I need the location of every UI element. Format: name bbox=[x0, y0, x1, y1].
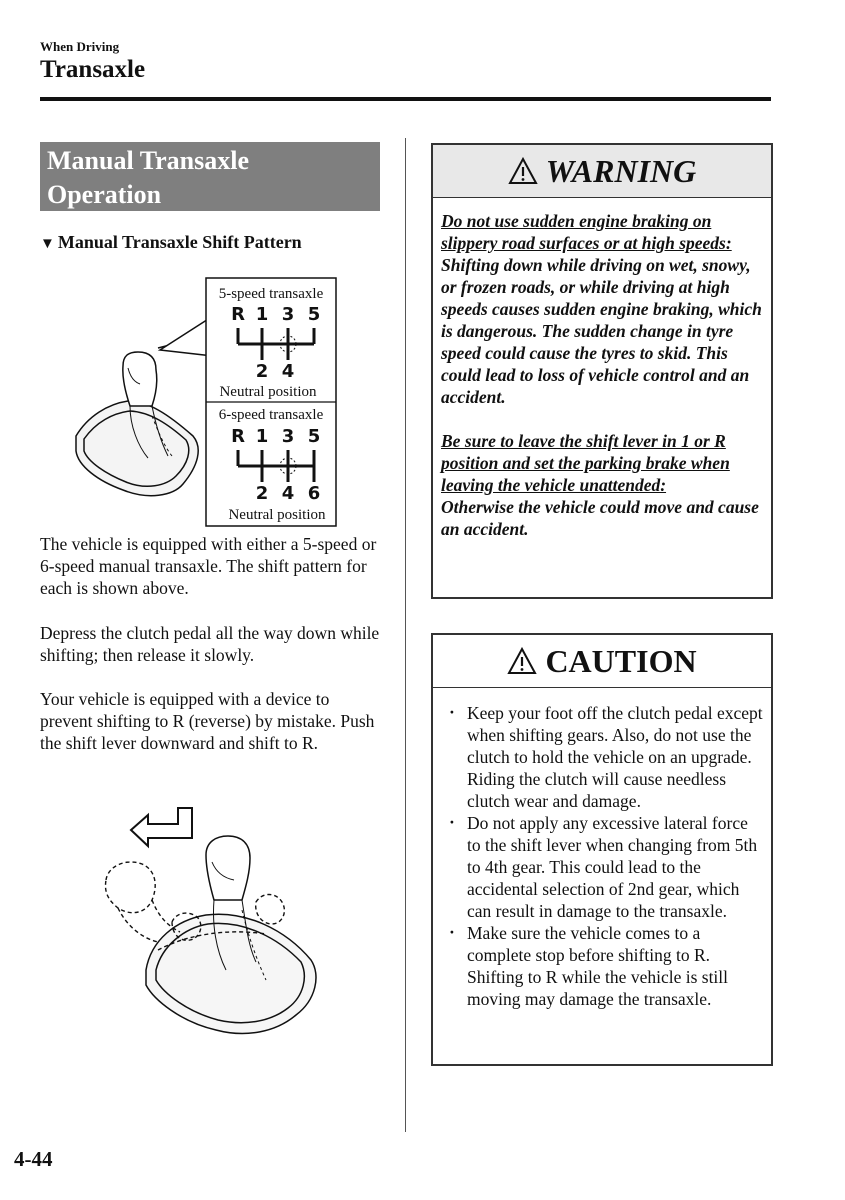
gear-label: 3 bbox=[281, 426, 295, 447]
six-speed-label: 6-speed transaxle bbox=[218, 407, 324, 423]
gear-label: 4 bbox=[281, 361, 295, 382]
neutral-position-label: Neutral position bbox=[228, 507, 326, 523]
gear-label: 5 bbox=[307, 304, 321, 325]
warning-item-text: Shifting down while driving on wet, snowy, or frozen roads, or while driving at high speeds causes sudden engine braking, which is dangerous. The sudden change in tyre speed could cause the tyres to skid. This could lead to loss of vehicle control and an accident. bbox=[441, 255, 762, 407]
section-label: When Driving bbox=[40, 39, 120, 54]
gear-label: R bbox=[231, 304, 245, 325]
section-title-line2: Operation bbox=[47, 180, 162, 209]
gear-label: 5 bbox=[307, 426, 321, 447]
neutral-position-label: Neutral position bbox=[219, 384, 317, 400]
reverse-shift-illustration bbox=[96, 800, 326, 1040]
section-title-line1: Manual Transaxle bbox=[47, 146, 250, 175]
gear-label: 2 bbox=[255, 483, 269, 504]
gear-label: 6 bbox=[307, 483, 321, 504]
gear-label: 4 bbox=[281, 483, 295, 504]
gear-label: 3 bbox=[281, 304, 295, 325]
subheading bbox=[40, 232, 302, 253]
gear-label: 1 bbox=[255, 426, 269, 447]
caution-item: · Keep your foot off the clutch pedal except when shifting gears. Also, do not use the clutch to hold the vehicle on an upgrade. Riding the clutch will cause needless clutch wear and damage. bbox=[447, 702, 763, 812]
caution-body bbox=[433, 688, 771, 1010]
header-rule bbox=[40, 97, 771, 101]
push-down-arrow-icon bbox=[131, 808, 192, 846]
page-heading: Transaxle bbox=[40, 56, 146, 83]
warning-triangle-icon bbox=[507, 647, 537, 675]
section-title-box bbox=[40, 142, 380, 211]
gear-label: 1 bbox=[255, 304, 269, 325]
column-divider bbox=[405, 138, 406, 1132]
warning-title: WARNING bbox=[545, 152, 697, 189]
warning-item-text: Otherwise the vehicle could move and cause an accident. bbox=[441, 497, 759, 539]
shift-knob-illustration bbox=[76, 334, 213, 496]
page-number: 4-44 bbox=[14, 1147, 53, 1171]
warning-item-heading: Be sure to leave the shift lever in 1 or R position and set the parking brake when leaving the vehicle unattended: bbox=[441, 431, 730, 495]
paragraph-clutch-pedal: Depress the clutch pedal all the way down while shifting; then release it slowly. bbox=[40, 623, 380, 665]
paragraph-reverse-lockout: Your vehicle is equipped with a device to prevent shifting to R (reverse) by mistake. Push the shift lever downward and shift to R. bbox=[40, 689, 375, 753]
callout-pointer bbox=[160, 316, 213, 356]
five-speed-label: 5-speed transaxle bbox=[218, 286, 324, 302]
warning-triangle-icon bbox=[508, 157, 538, 185]
warning-header bbox=[433, 145, 771, 198]
paragraph-transaxle-types: The vehicle is equipped with either a 5-speed or 6-speed manual transaxle. The shift pattern for each is shown above. bbox=[40, 534, 377, 598]
shift-pattern-diagram bbox=[68, 276, 348, 530]
warning-body bbox=[433, 198, 771, 540]
gear-label: 2 bbox=[255, 361, 269, 382]
triangle-down-icon: ▼ bbox=[40, 236, 55, 252]
caution-box bbox=[431, 633, 773, 1066]
subheading-text: Manual Transaxle Shift Pattern bbox=[57, 232, 302, 252]
warning-item-heading: Do not use sudden engine braking on slippery road surfaces or at high speeds: bbox=[441, 211, 732, 253]
caution-item: · Make sure the vehicle comes to a complete stop before shifting to R. Shifting to R while the vehicle is still moving may damage the transaxle. bbox=[447, 922, 763, 1010]
gear-label: R bbox=[231, 426, 245, 447]
caution-header bbox=[433, 635, 771, 688]
caution-item: · Do not apply any excessive lateral force to the shift lever when changing from 5th to 4th gear. This could lead to the accidental selection of 2nd gear, which can result in damage to the transaxle. bbox=[447, 812, 763, 922]
warning-box bbox=[431, 143, 773, 599]
caution-title: CAUTION bbox=[545, 642, 697, 679]
